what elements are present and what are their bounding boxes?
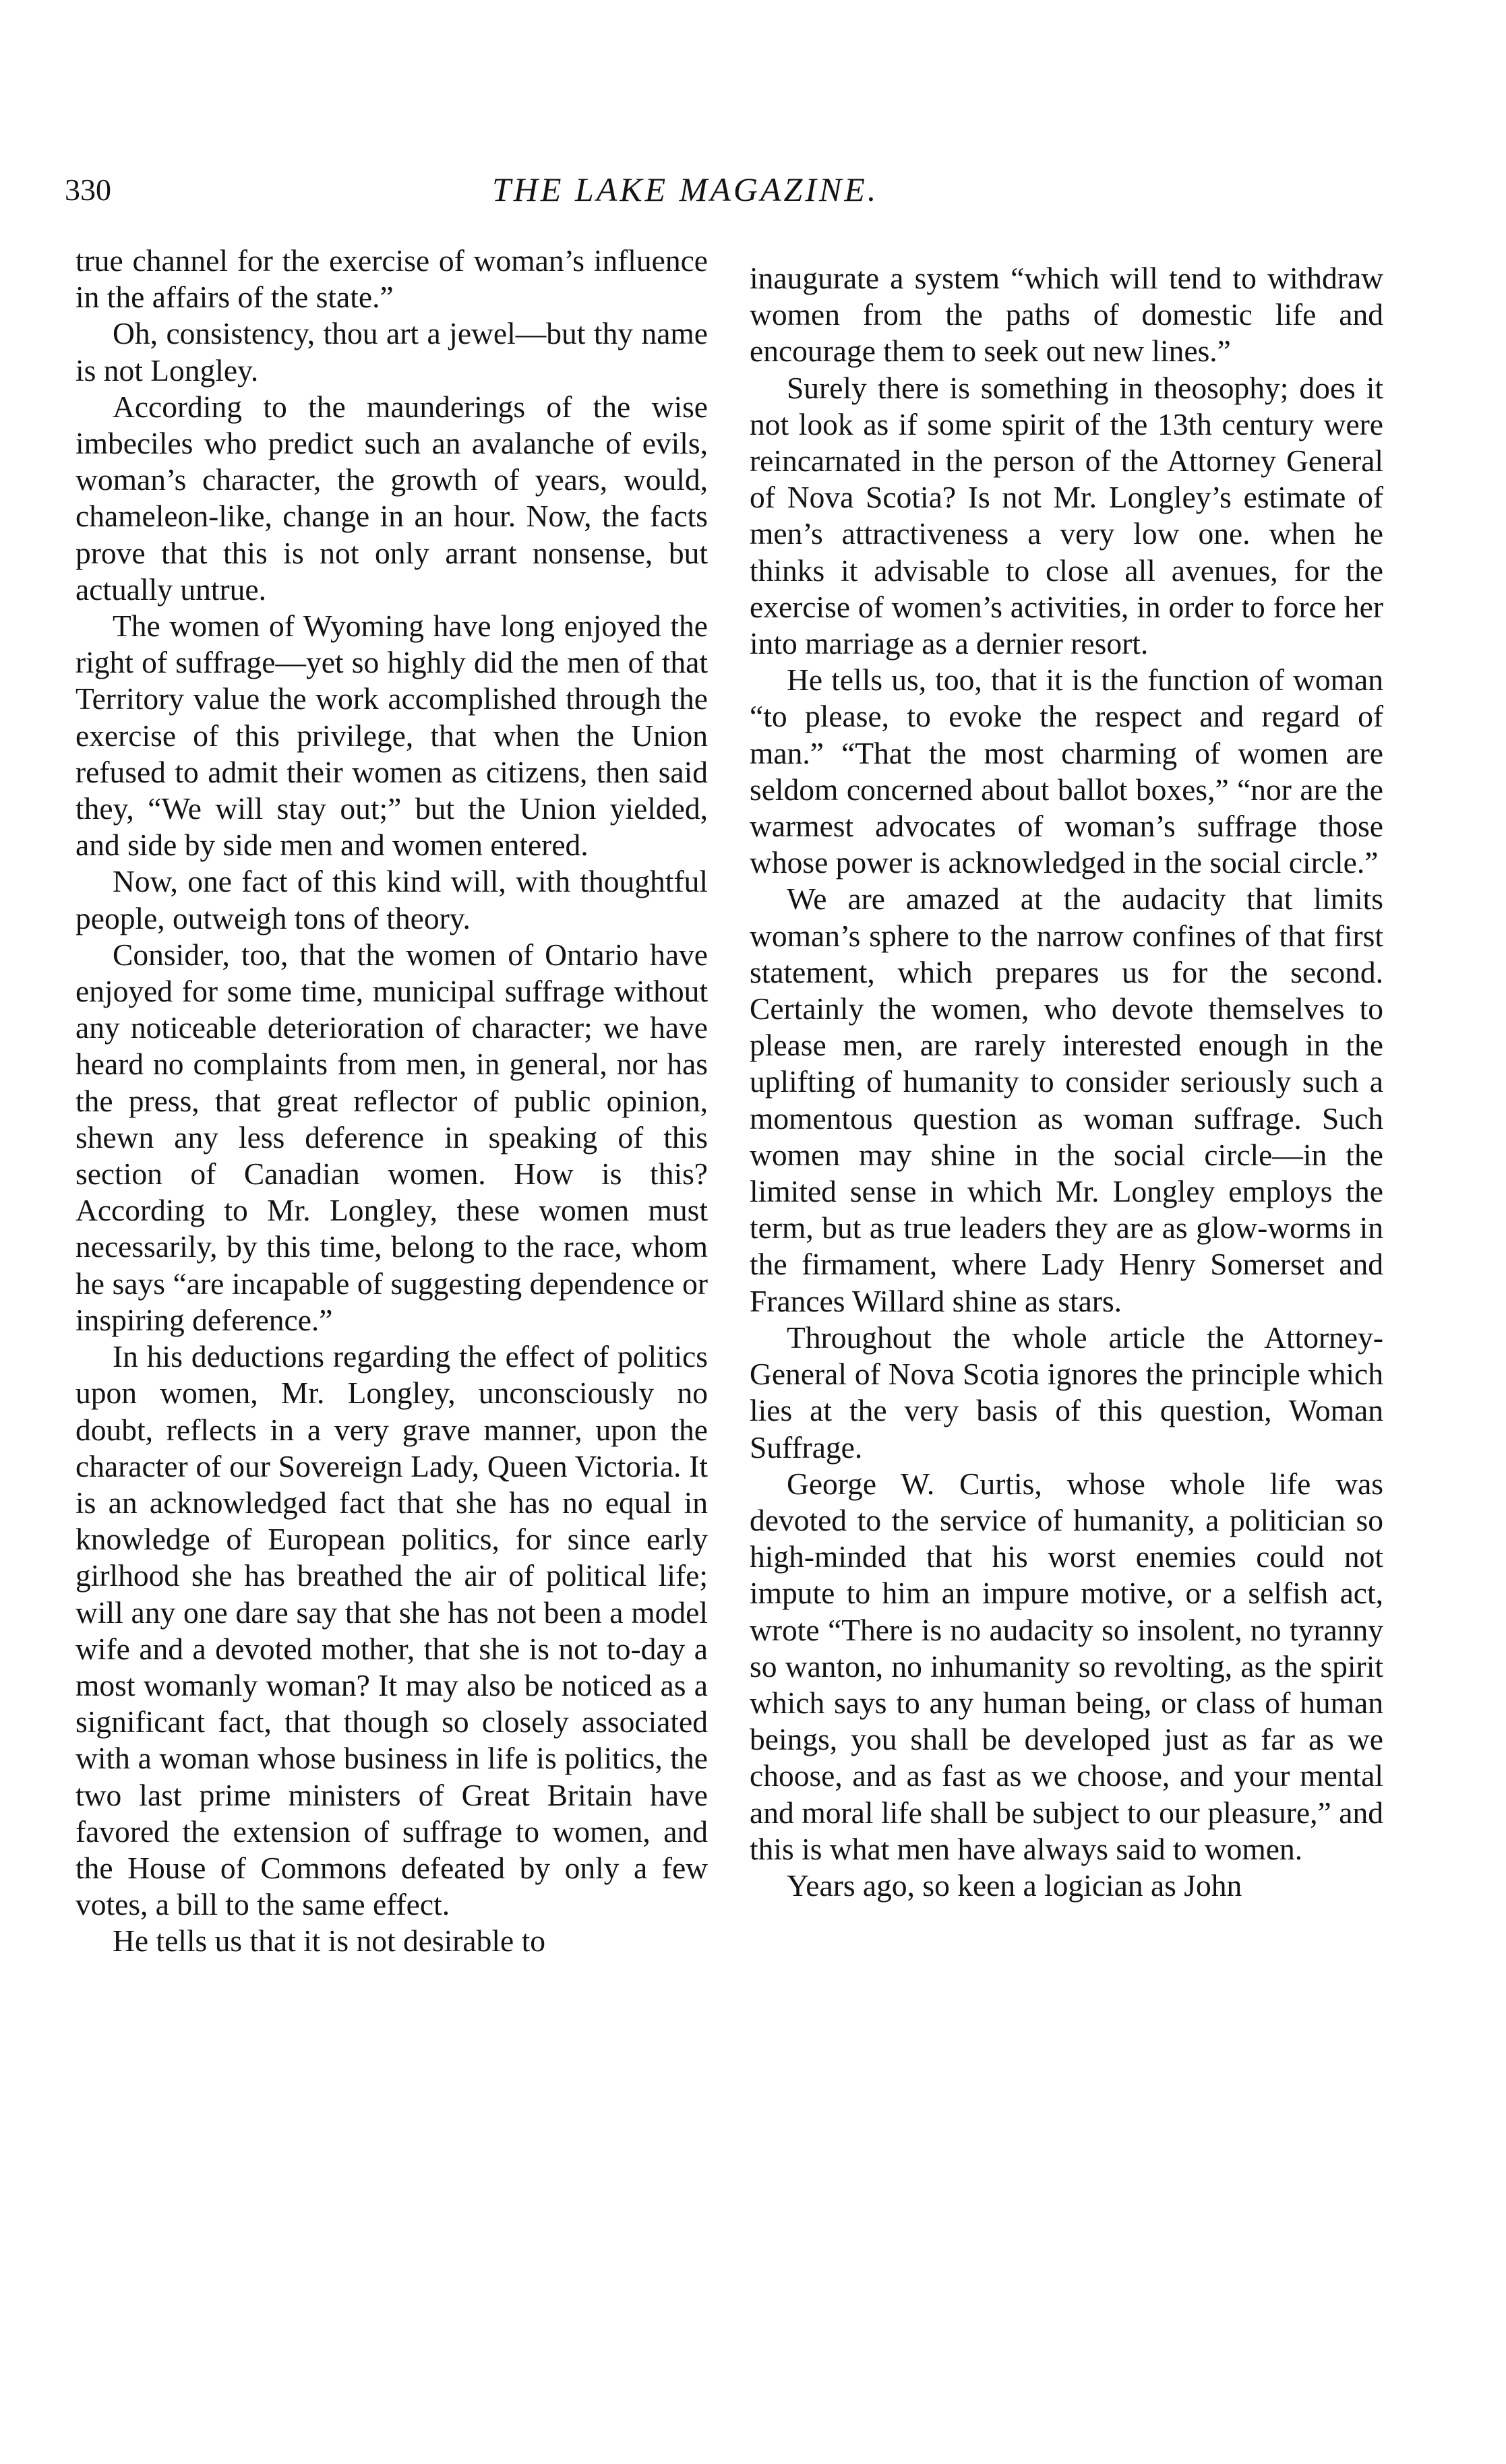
running-title: THE LAKE MAGAZINE.: [492, 171, 879, 208]
page-number: 330: [65, 173, 111, 207]
left-column: [76, 243, 708, 1960]
paragraph: true channel for the exercise of woman’s influence in the affairs of the state.”: [76, 243, 708, 315]
paragraph: Now, one fact of this kind will, with thoughtful people, outweigh tons of theory.: [76, 864, 708, 935]
paragraph: According to the maunderings of the wise imbeciles who predict such an avalanche of evils, woman’s character, the growth of years, would, chameleon-like, change in an hour. Now, the facts prove that this is not only arrant nonsense, but actually untrue.: [76, 389, 708, 607]
paragraph: Consider, too, that the women of Ontario have enjoyed for some time, municipal suffrage without any noticeable deterioration of character; we have heard no complaints from men, in general, nor has the press, that great reflector of public opinion, shewn any less deference in speaking of this section of Canadian women. How is this? According to Mr. Longley, these women must necessarily, by this time, belong to the race, whom he says “are incapable of suggesting dependence or inspiring deference.”: [76, 937, 708, 1337]
paragraph: In his deductions regarding the effect of politics upon women, Mr. Longley, unconsciously no doubt, reflects in a very grave manner, upon the character of our Sovereign Lady, Queen Victoria. It is an acknowledged fact that she has no equal in knowledge of European politics, for since early girlhood she has breathed the air of political life; will any one dare say that she has not been a model wife and a devoted mother, that she is not to-day a most womanly woman? It may also be noticed as a significant fact, that though so closely associated with a woman whose business in life is politics, the two last prime ministers of Great Britain have favored the extension of suffrage to women, and the House of Commons defeated by only a few votes, a bill to the same effect.: [76, 1339, 708, 1922]
paragraph: Surely there is something in theosophy; does it not look as if some spirit of the 13th century were reincarnated in the person of the Attorney General of Nova Scotia? Is not Mr. Longley’s estimate of men’s attractiveness a very low one. when he thinks it advisable to close all avenues, for the exercise of women’s activities, in order to force her into marriage as a dernier resort.: [750, 370, 1383, 661]
paragraph: Throughout the whole article the Attorney-General of Nova Scotia ignores the principle which lies at the very basis of this question, Woman Suffrage.: [750, 1320, 1383, 1465]
paragraph: The women of Wyoming have long enjoyed the right of suffrage—yet so highly did the men of that Territory value the work accomplished through the exercise of this privilege, that when the Union refused to admit their women as citizens, then said they, “We will stay out;” but the Union yielded, and side by side men and women entered.: [76, 609, 708, 863]
paragraph: George W. Curtis, whose whole life was devoted to the service of humanity, a politician so high-minded that his worst enemies could not impute to him an impure motive, or a selfish act, wrote “There is no audacity so insolent, no tyranny so wanton, no inhumanity so revolting, as the spirit which says to any human being, or class of human beings, you shall be developed just as far as we choose, and as fast as we choose, and your mental and moral life shall be subject to our pleasure,” and this is what men have always said to women.: [750, 1466, 1383, 1866]
paragraph: inaugurate a system “which will tend to withdraw women from the paths of domestic life and encourage them to seek out new lines.”: [750, 261, 1383, 369]
paragraph: Years ago, so keen a logician as John: [787, 1868, 1242, 1903]
paragraph: He tells us, too, that it is the function of woman “to please, to evoke the respect and regard of man.” “That the most charming of women are seldom concerned about ballot boxes,” “nor are the warmest advocates of woman’s suffrage those whose power is acknowledged in the social circle.”: [750, 663, 1383, 880]
paragraph: Oh, consistency, thou art a jewel—but thy name is not Longley.: [76, 316, 708, 388]
paragraph: He tells us that it is not desirable to: [113, 1923, 545, 1959]
paragraph: We are amazed at the audacity that limits woman’s sphere to the narrow confines of that first statement, which prepares us for the second. Certainly the women, who devote themselves to please men, are rarely interested enough in the uplifting of humanity to consider seriously such a momentous question as woman suffrage. Such women may shine in the social circle—in the limited sense in which Mr. Longley employs the term, but as true leaders they are as glow-worms in the firmament, where Lady Henry Somerset and Frances Willard shine as stars.: [750, 882, 1383, 1318]
right-column: [750, 260, 1383, 1904]
